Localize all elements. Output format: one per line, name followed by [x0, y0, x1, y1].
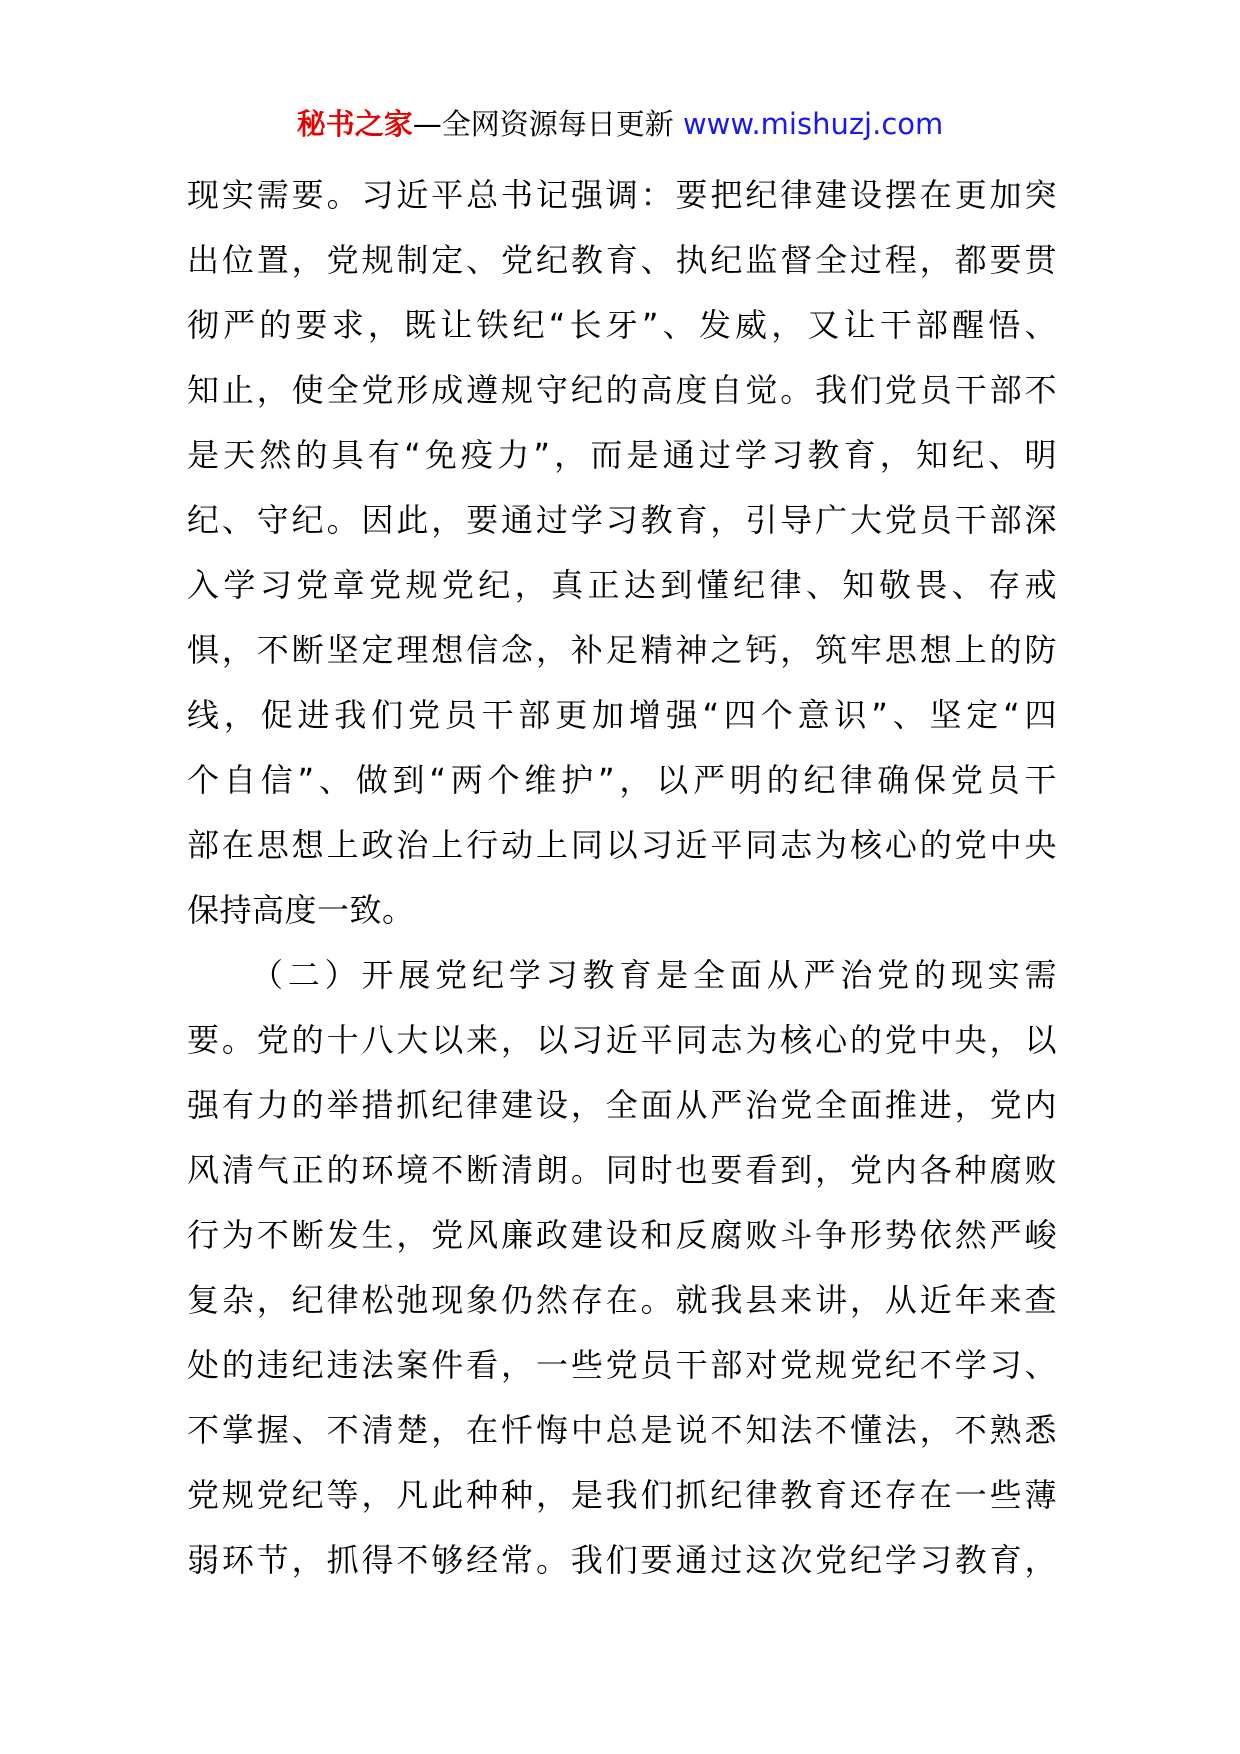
text-line: 强有力的举措抓纪律建设，全面从严治党全面推进，党内: [187, 1086, 1057, 1124]
text-line: 个自信”、做到“两个维护”，以严明的纪律确保党员干: [187, 761, 1057, 799]
text-line: 保持高度一致。: [187, 891, 415, 929]
text-line: 要。党的十八大以来，以习近平同志为核心的党中央，以: [187, 1021, 1057, 1059]
header-url-link[interactable]: www.mishuzj.com: [682, 107, 944, 141]
text-line: 惧，不断坚定理想信念，补足精神之钙，筑牢思想上的防: [187, 631, 1057, 669]
text-line: 现实需要。习近平总书记强调：要把纪律建设摆在更加突: [187, 176, 1057, 214]
text-line: 入学习党章党规党纪，真正达到懂纪律、知敬畏、存戒: [187, 566, 1057, 604]
text-line: 行为不断发生，党风廉政建设和反腐败斗争形势依然严峻: [187, 1216, 1057, 1254]
text-line: 彻严的要求，既让铁纪“长牙”、发威，又让干部醒悟、: [187, 306, 1057, 344]
page-header: [0, 104, 1240, 144]
text-line: 纪、守纪。因此，要通过学习教育，引导广大党员干部深: [187, 501, 1057, 539]
text-line: 处的违纪违法案件看，一些党员干部对党规党纪不学习、: [187, 1346, 1057, 1384]
header-slogan: —全网资源每日更新: [412, 107, 674, 141]
section-heading-line: （二）开展党纪学习教育是全面从严治党的现实需: [251, 956, 1057, 994]
text-line: 部在思想上政治上行动上同以习近平同志为核心的党中央: [187, 826, 1057, 864]
text-line: 线，促进我们党员干部更加增强“四个意识”、坚定“四: [187, 696, 1057, 734]
text-line: 是天然的具有“免疫力”，而是通过学习教育，知纪、明: [187, 436, 1057, 474]
text-line: 出位置，党规制定、党纪教育、执纪监督全过程，都要贯: [187, 241, 1057, 279]
text-line: 党规党纪等，凡此种种，是我们抓纪律教育还存在一些薄: [187, 1476, 1057, 1514]
text-line: 弱环节，抓得不够经常。我们要通过这次党纪学习教育，: [187, 1541, 1057, 1579]
body-text: [187, 163, 1057, 1593]
header-brand: 秘书之家: [296, 107, 413, 141]
text-line: 复杂，纪律松弛现象仍然存在。就我县来讲，从近年来查: [187, 1281, 1057, 1319]
text-line: 不掌握、不清楚，在忏悔中总是说不知法不懂法，不熟悉: [187, 1411, 1057, 1449]
text-line: 风清气正的环境不断清朗。同时也要看到，党内各种腐败: [187, 1151, 1057, 1189]
text-line: 知止，使全党形成遵规守纪的高度自觉。我们党员干部不: [187, 371, 1057, 409]
